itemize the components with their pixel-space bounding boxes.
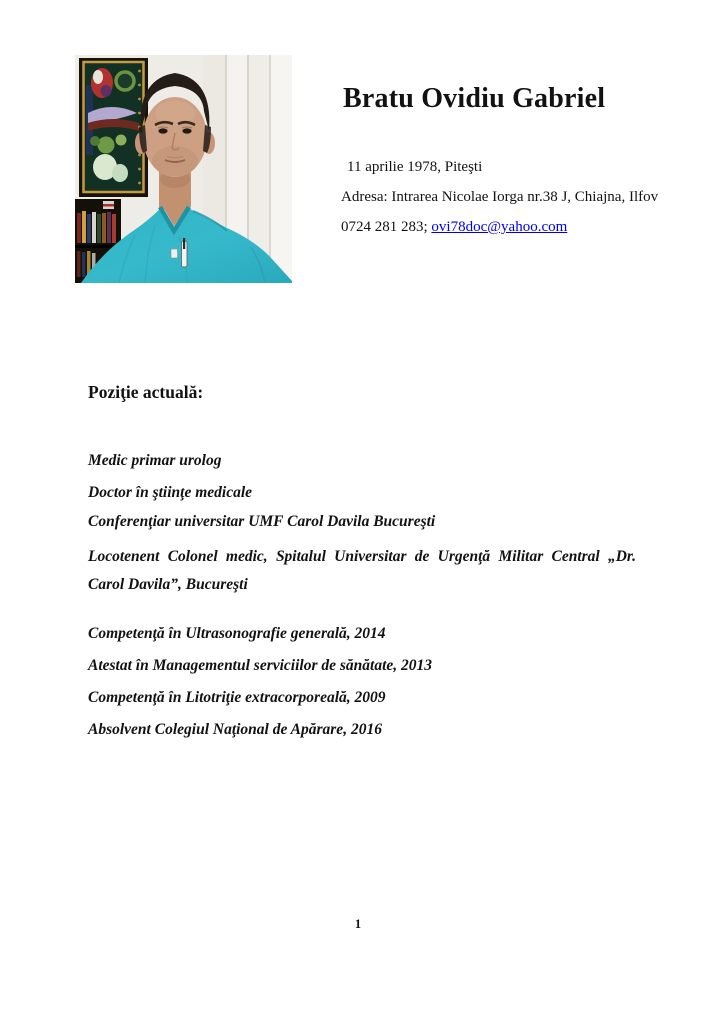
credential-line: Atestat în Managementul serviciilor de sănătate, 2013: [88, 657, 433, 674]
credential-line: Absolvent Colegiul Naţional de Apărare, 2016: [88, 721, 382, 738]
position-line: Conferenţiar universitar UMF Carol Davila Bucureşti: [88, 513, 436, 530]
person-name: Bratu Ovidiu Gabriel: [343, 83, 606, 114]
contact-line: [341, 219, 567, 236]
email-link[interactable]: ovi78doc@yahoo.com: [431, 219, 568, 235]
position-line: Medic primar urolog: [88, 452, 222, 469]
position-line: Doctor în ştiinţe medicale: [88, 484, 253, 501]
portrait-photo: [75, 55, 292, 283]
position-line: Locotenent Colonel medic, Spitalul Universitar de Urgenţă Militar Central „Dr. Carol Davila”, Bucureşti: [88, 548, 636, 593]
painting: [79, 58, 148, 197]
section-heading-current-position: Poziţie actuală:: [88, 382, 204, 402]
birth-line: 11 aprilie 1978, Piteşti: [347, 159, 483, 175]
phone-number: 0724 281 283;: [341, 219, 428, 235]
portrait-illustration: [75, 55, 292, 283]
page-number: 1: [354, 917, 362, 931]
credential-line: Competenţă în Litotriţie extracorporeală, 2009: [88, 689, 386, 706]
address-line: Adresa: Intrarea Nicolae Iorga nr.38 J, Chiajna, Ilfov: [341, 189, 659, 205]
credential-line: Competenţă în Ultrasonografie generală, 2014: [88, 625, 386, 642]
